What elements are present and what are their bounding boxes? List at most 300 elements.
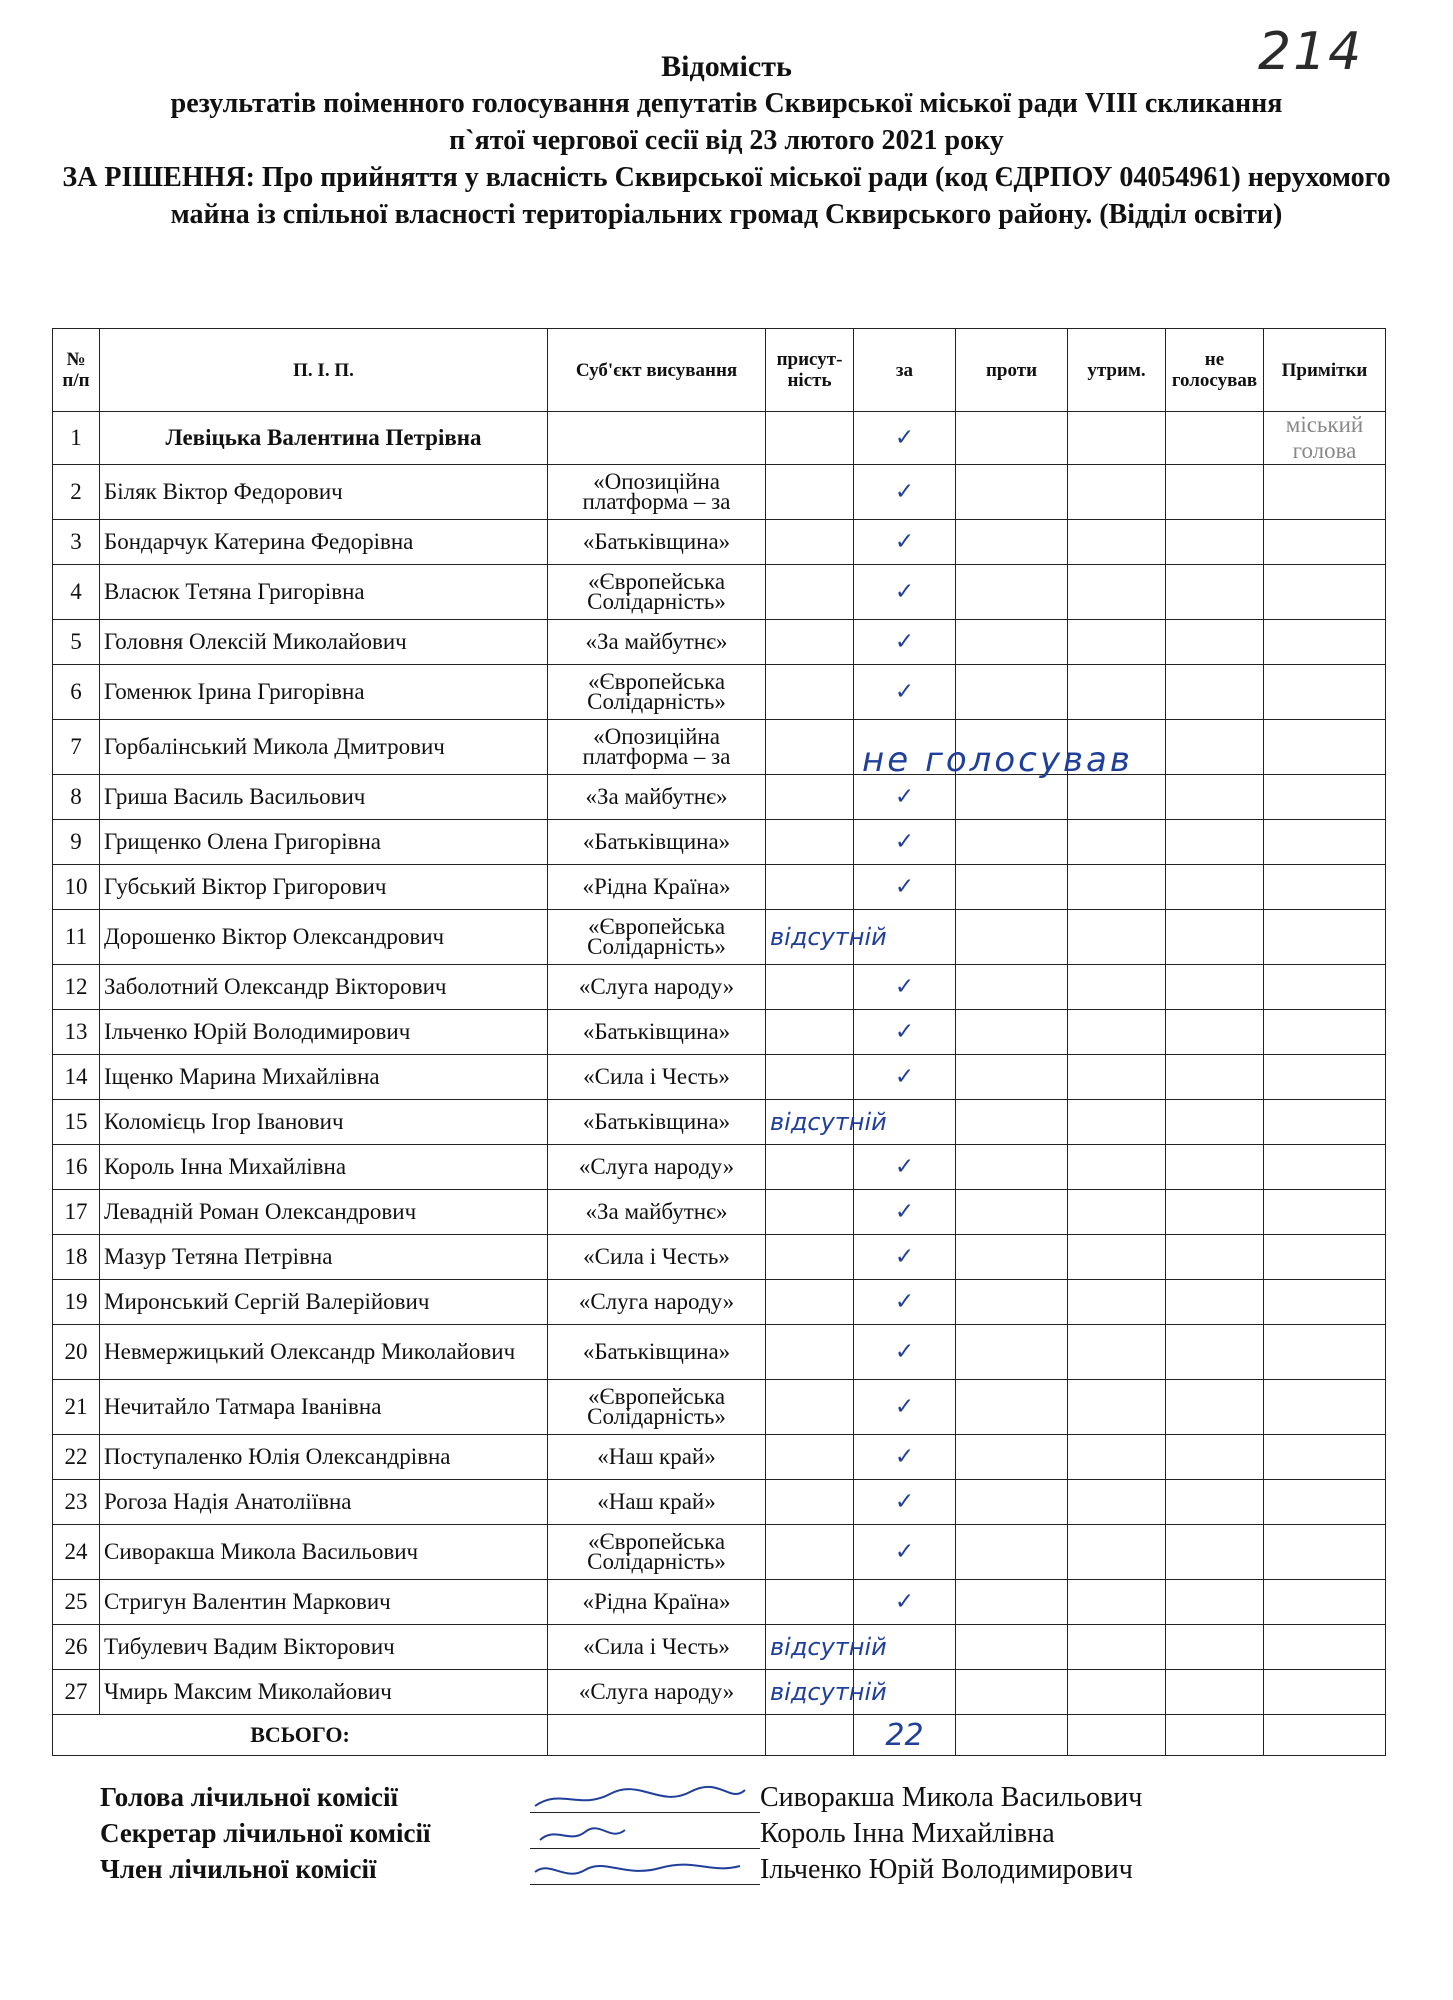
vote-abstain-cell [1068,520,1166,565]
vote-for-cell: ✓ [854,565,956,620]
not-voted-cell [1166,1280,1264,1325]
vote-for-cell: ✓ [854,1380,956,1435]
deputy-name: Гоменюк Ірина Григорівна [100,665,548,720]
nominating-party: «Слуга народу» [548,1280,766,1325]
deputy-name: Ільченко Юрій Володимирович [100,1010,548,1055]
not-voted-cell [1166,1190,1264,1235]
header-against: проти [956,329,1068,412]
vote-against-cell [956,1235,1068,1280]
presence-cell [766,620,854,665]
vote-abstain-cell [1068,1010,1166,1055]
vote-against-cell [956,1280,1068,1325]
header-present: присут-ність [766,329,854,412]
vote-against-cell [956,965,1068,1010]
vote-abstain-cell [1068,965,1166,1010]
deputy-name: Поступаленко Юлія Олександрівна [100,1435,548,1480]
not-voted-cell [1166,1010,1264,1055]
row-number: 27 [53,1670,100,1715]
row-number: 2 [53,465,100,520]
vote-abstain-cell [1068,910,1166,965]
not-voted-cell [1166,820,1264,865]
not-voted-cell [1166,910,1264,965]
table-row [53,412,1386,465]
note-cell [1264,1435,1386,1480]
not-voted-cell [1166,1525,1264,1580]
nominating-party: «Наш край» [548,1435,766,1480]
document-title: Відомість [661,50,792,83]
table-header-row [53,329,1386,412]
header-name: П. І. П. [100,329,548,412]
vote-abstain-cell [1068,820,1166,865]
note-cell [1264,1010,1386,1055]
total-not-voted-cell [1166,1715,1264,1756]
note-cell [1264,665,1386,720]
signature-line [530,1848,760,1849]
presence-cell [766,1325,854,1380]
not-voted-cell [1166,965,1264,1010]
vote-against-cell [956,910,1068,965]
presence-cell [766,520,854,565]
header-not-voted: не голосував [1166,329,1264,412]
presence-cell [766,412,854,465]
total-for-value: 22 [854,1715,956,1756]
row-number: 17 [53,1190,100,1235]
deputy-name: Левіцька Валентина Петрівна [100,412,548,465]
presence-cell [766,1235,854,1280]
vote-abstain-cell [1068,1625,1166,1670]
note-cell [1264,865,1386,910]
deputy-name: Мазур Тетяна Петрівна [100,1235,548,1280]
nominating-party: «Європейська Солідарність» [548,1380,766,1435]
document-subtitle-line2: п`ятої чергової сесії від 23 лютого 2021 року [449,125,1004,156]
header-party: Суб'єкт висування [548,329,766,412]
total-present-cell [766,1715,854,1756]
vote-abstain-cell [1068,1380,1166,1435]
signature-mark [530,1822,750,1848]
nominating-party: «Сила і Честь» [548,1625,766,1670]
table-row [53,820,1386,865]
header-num: № п/п [53,329,100,412]
signature-mark [530,1858,750,1884]
deputy-name: Чмирь Максим Миколайович [100,1670,548,1715]
presence-cell: відсутній [766,1625,854,1670]
deputy-name: Миронський Сергій Валерійович [100,1280,548,1325]
presence-cell [766,565,854,620]
deputy-name: Левадній Роман Олександрович [100,1190,548,1235]
not-voted-cell [1166,565,1264,620]
nominating-party: «Батьківщина» [548,1325,766,1380]
commission-role: Секретар лічильної комісії [100,1818,431,1848]
vote-against-cell [956,412,1068,465]
note-cell [1264,520,1386,565]
not-voted-cell [1166,1625,1264,1670]
table-row [53,1380,1386,1435]
presence-cell [766,1525,854,1580]
vote-abstain-cell [1068,1190,1166,1235]
note-cell [1264,1580,1386,1625]
vote-abstain-cell [1068,412,1166,465]
nominating-party: «Європейська Солідарність» [548,1525,766,1580]
note-cell [1264,1625,1386,1670]
table-body [53,412,1386,1715]
note-cell [1264,1100,1386,1145]
note-cell [1264,1055,1386,1100]
vote-against-cell [956,1145,1068,1190]
vote-abstain-cell [1068,1580,1166,1625]
table-row [53,1190,1386,1235]
vote-for-cell: ✓ [854,965,956,1010]
note-cell [1264,910,1386,965]
row-number: 7 [53,720,100,775]
presence-cell [766,865,854,910]
header-for: за [854,329,956,412]
vote-against-cell [956,1325,1068,1380]
table-row [53,720,1386,775]
vote-for-cell: ✓ [854,620,956,665]
vote-against-cell [956,1580,1068,1625]
note-cell [1264,1235,1386,1280]
presence-cell [766,820,854,865]
not-voted-cell [1166,1100,1264,1145]
vote-abstain-cell [1068,1435,1166,1480]
commission-role: Член лічильної комісії [100,1854,377,1884]
deputy-name: Король Інна Михайлівна [100,1145,548,1190]
note-cell [1264,465,1386,520]
nominating-party: «Батьківщина» [548,520,766,565]
row-number: 24 [53,1525,100,1580]
note-cell [1264,1325,1386,1380]
vote-against-cell [956,1525,1068,1580]
not-voted-cell [1166,1670,1264,1715]
not-voted-cell [1166,1055,1264,1100]
vote-against-cell [956,1010,1068,1055]
vote-abstain-cell [1068,465,1166,520]
row-number: 10 [53,865,100,910]
table-row [53,965,1386,1010]
deputy-name: Горбалінський Микола Дмитрович [100,720,548,775]
counting-commission [100,1782,1400,1890]
nominating-party: «Сила і Честь» [548,1055,766,1100]
presence-cell [766,1280,854,1325]
nominating-party: «Батьківщина» [548,1010,766,1055]
commission-member-name: Сиворакша Микола Васильович [760,1782,1143,1813]
vote-for-cell: ✓ [854,775,956,820]
row-number: 20 [53,1325,100,1380]
commission-row [100,1854,1400,1890]
nominating-party: «Опозиційна платформа – за [548,720,766,775]
vote-against-cell [956,865,1068,910]
nominating-party: «Європейська Солідарність» [548,910,766,965]
table-row [53,665,1386,720]
deputy-name: Гриша Василь Васильович [100,775,548,820]
presence-cell [766,1055,854,1100]
vote-against-cell [956,620,1068,665]
vote-for-cell: ✓ [854,1435,956,1480]
deputy-name: Невмержицький Олександр Миколайович [100,1325,548,1380]
not-voted-cell [1166,665,1264,720]
nominating-party: «Рідна Країна» [548,1580,766,1625]
vote-abstain-cell [1068,1670,1166,1715]
table-row [53,775,1386,820]
nominating-party: «Опозиційна платформа – за [548,465,766,520]
row-number: 11 [53,910,100,965]
table-row [53,865,1386,910]
vote-for-cell: ✓ [854,665,956,720]
table-row [53,565,1386,620]
table-row [53,1010,1386,1055]
nominating-party: «За майбутнє» [548,775,766,820]
table-row [53,910,1386,965]
deputy-name: Стригун Валентин Маркович [100,1580,548,1625]
not-voted-cell [1166,1235,1264,1280]
table-row [53,1435,1386,1480]
table-row [53,1055,1386,1100]
presence-cell [766,1190,854,1235]
vote-abstain-cell [1068,565,1166,620]
vote-abstain-cell [1068,1055,1166,1100]
table-row [53,1235,1386,1280]
vote-against-cell [956,1100,1068,1145]
vote-for-cell: ✓ [854,1145,956,1190]
note-cell: міський голова [1264,412,1386,465]
total-party-cell [548,1715,766,1756]
row-number: 19 [53,1280,100,1325]
not-voted-cell [1166,1480,1264,1525]
nominating-party: «Сила і Честь» [548,1235,766,1280]
row-number: 5 [53,620,100,665]
not-voted-annotation: не голосував [862,740,1133,780]
not-voted-cell [1166,620,1264,665]
vote-for-cell: ✓ [854,1325,956,1380]
vote-against-cell [956,465,1068,520]
presence-cell [766,665,854,720]
deputy-name: Головня Олексій Миколайович [100,620,548,665]
row-number: 1 [53,412,100,465]
table-row [53,520,1386,565]
presence-cell: відсутній [766,1100,854,1145]
not-voted-cell [1166,520,1264,565]
not-voted-cell [1166,412,1264,465]
vote-against-cell [956,775,1068,820]
vote-against-cell [956,665,1068,720]
nominating-party: «Європейська Солідарність» [548,565,766,620]
nominating-party: «За майбутнє» [548,1190,766,1235]
vote-against-cell [956,1055,1068,1100]
vote-abstain-cell [1068,1100,1166,1145]
presence-cell [766,775,854,820]
vote-for-cell: ✓ [854,1190,956,1235]
vote-abstain-cell [1068,1325,1166,1380]
total-row [53,1715,1386,1756]
deputy-name: Дорошенко Віктор Олександрович [100,910,548,965]
presence-cell [766,720,854,775]
note-cell [1264,1280,1386,1325]
vote-for-cell: ✓ [854,865,956,910]
signature-line [530,1812,760,1813]
not-voted-cell [1166,1435,1264,1480]
vote-against-cell [956,1435,1068,1480]
nominating-party: «Європейська Солідарність» [548,665,766,720]
table-row [53,1480,1386,1525]
note-cell [1264,1145,1386,1190]
vote-for-cell: ✓ [854,1280,956,1325]
presence-cell [766,1010,854,1055]
note-cell [1264,775,1386,820]
presence-cell: відсутній [766,1670,854,1715]
signature-line [530,1884,760,1885]
note-cell [1264,1670,1386,1715]
vote-against-cell [956,1480,1068,1525]
vote-against-cell [956,1670,1068,1715]
table-row [53,620,1386,665]
vote-for-cell: ✓ [854,465,956,520]
row-number: 18 [53,1235,100,1280]
deputy-name: Тибулевич Вадим Вікторович [100,1625,548,1670]
note-cell [1264,565,1386,620]
vote-abstain-cell [1068,1480,1166,1525]
signature-mark [530,1786,750,1812]
note-cell [1264,620,1386,665]
page-number: 214 [1258,22,1364,82]
row-number: 23 [53,1480,100,1525]
deputy-name: Нечитайло Татмара Іванівна [100,1380,548,1435]
commission-member-name: Король Інна Михайлівна [760,1818,1055,1849]
presence-cell [766,1435,854,1480]
not-voted-cell [1166,1145,1264,1190]
note-cell [1264,820,1386,865]
table-row [53,1280,1386,1325]
document-header [40,48,1413,233]
vote-for-cell: ✓ [854,1235,956,1280]
deputy-name: Рогоза Надія Анатоліївна [100,1480,548,1525]
row-number: 6 [53,665,100,720]
deputy-name: Сиворакша Микола Васильович [100,1525,548,1580]
not-voted-cell [1166,1380,1264,1435]
row-number: 12 [53,965,100,1010]
vote-for-cell: ✓ [854,820,956,865]
deputy-name: Заболотний Олександр Вікторович [100,965,548,1010]
row-number: 26 [53,1625,100,1670]
note-cell [1264,1480,1386,1525]
commission-role: Голова лічильної комісії [100,1782,398,1812]
vote-abstain-cell [1068,665,1166,720]
presence-cell [766,1380,854,1435]
deputy-name: Власюк Тетяна Григорівна [100,565,548,620]
vote-against-cell [956,565,1068,620]
presence-cell [766,1580,854,1625]
not-voted-cell [1166,720,1264,775]
vote-against-cell [956,1190,1068,1235]
nominating-party: «Слуга народу» [548,1145,766,1190]
deputy-name: Іщенко Марина Михайлівна [100,1055,548,1100]
vote-abstain-cell [1068,620,1166,665]
row-number: 14 [53,1055,100,1100]
note-cell [1264,1380,1386,1435]
table-row [53,1580,1386,1625]
not-voted-cell [1166,775,1264,820]
not-voted-cell [1166,465,1264,520]
table-row [53,1100,1386,1145]
total-label: ВСЬОГО: [53,1715,548,1756]
presence-cell [766,1480,854,1525]
vote-for-cell: ✓ [854,1055,956,1100]
vote-against-cell [956,1380,1068,1435]
row-number: 16 [53,1145,100,1190]
vote-for-cell: ✓ [854,412,956,465]
presence-cell [766,465,854,520]
total-against-cell [956,1715,1068,1756]
deputy-name: Губський Віктор Григорович [100,865,548,910]
row-number: 3 [53,520,100,565]
vote-against-cell [956,820,1068,865]
vote-abstain-cell [1068,775,1166,820]
table-row [53,1325,1386,1380]
nominating-party: «Рідна Країна» [548,865,766,910]
deputy-name: Бондарчук Катерина Федорівна [100,520,548,565]
vote-against-cell [956,1625,1068,1670]
nominating-party [548,412,766,465]
total-note-cell [1264,1715,1386,1756]
nominating-party: «Слуга народу» [548,1670,766,1715]
row-number: 8 [53,775,100,820]
table-row [53,1670,1386,1715]
header-note: Примітки [1264,329,1386,412]
vote-for-cell: ✓ [854,520,956,565]
row-number: 25 [53,1580,100,1625]
row-number: 22 [53,1435,100,1480]
presence-cell [766,1145,854,1190]
table-row [53,465,1386,520]
nominating-party: «Слуга народу» [548,965,766,1010]
deputy-name: Коломієць Ігор Іванович [100,1100,548,1145]
vote-for-cell: ✓ [854,1525,956,1580]
vote-against-cell [956,520,1068,565]
table-row [53,1525,1386,1580]
vote-abstain-cell [1068,1235,1166,1280]
row-number: 15 [53,1100,100,1145]
voting-table [52,328,1386,1756]
note-cell [1264,720,1386,775]
not-voted-cell [1166,1580,1264,1625]
note-cell [1264,1525,1386,1580]
row-number: 9 [53,820,100,865]
header-abstain: утрим. [1068,329,1166,412]
vote-for-cell: ✓ [854,1010,956,1055]
not-voted-cell [1166,1325,1264,1380]
vote-for-cell: ✓ [854,1480,956,1525]
commission-member-name: Ільченко Юрій Володимирович [760,1854,1133,1885]
deputy-name: Грищенко Олена Григорівна [100,820,548,865]
vote-abstain-cell [1068,1525,1166,1580]
nominating-party: «Батьківщина» [548,1100,766,1145]
presence-cell: відсутній [766,910,854,965]
commission-row [100,1818,1400,1854]
table-row [53,1145,1386,1190]
row-number: 4 [53,565,100,620]
nominating-party: «Наш край» [548,1480,766,1525]
note-cell [1264,1190,1386,1235]
not-voted-cell [1166,865,1264,910]
row-number: 13 [53,1010,100,1055]
deputy-name: Біляк Віктор Федорович [100,465,548,520]
vote-abstain-cell [1068,1145,1166,1190]
note-cell [1264,965,1386,1010]
presence-cell [766,965,854,1010]
document-subtitle-line1: результатів поіменного голосування депутатів Сквирської міської ради VIII скликання [170,88,1283,119]
vote-for-cell: ✓ [854,1580,956,1625]
total-abstain-cell [1068,1715,1166,1756]
table-row [53,1625,1386,1670]
